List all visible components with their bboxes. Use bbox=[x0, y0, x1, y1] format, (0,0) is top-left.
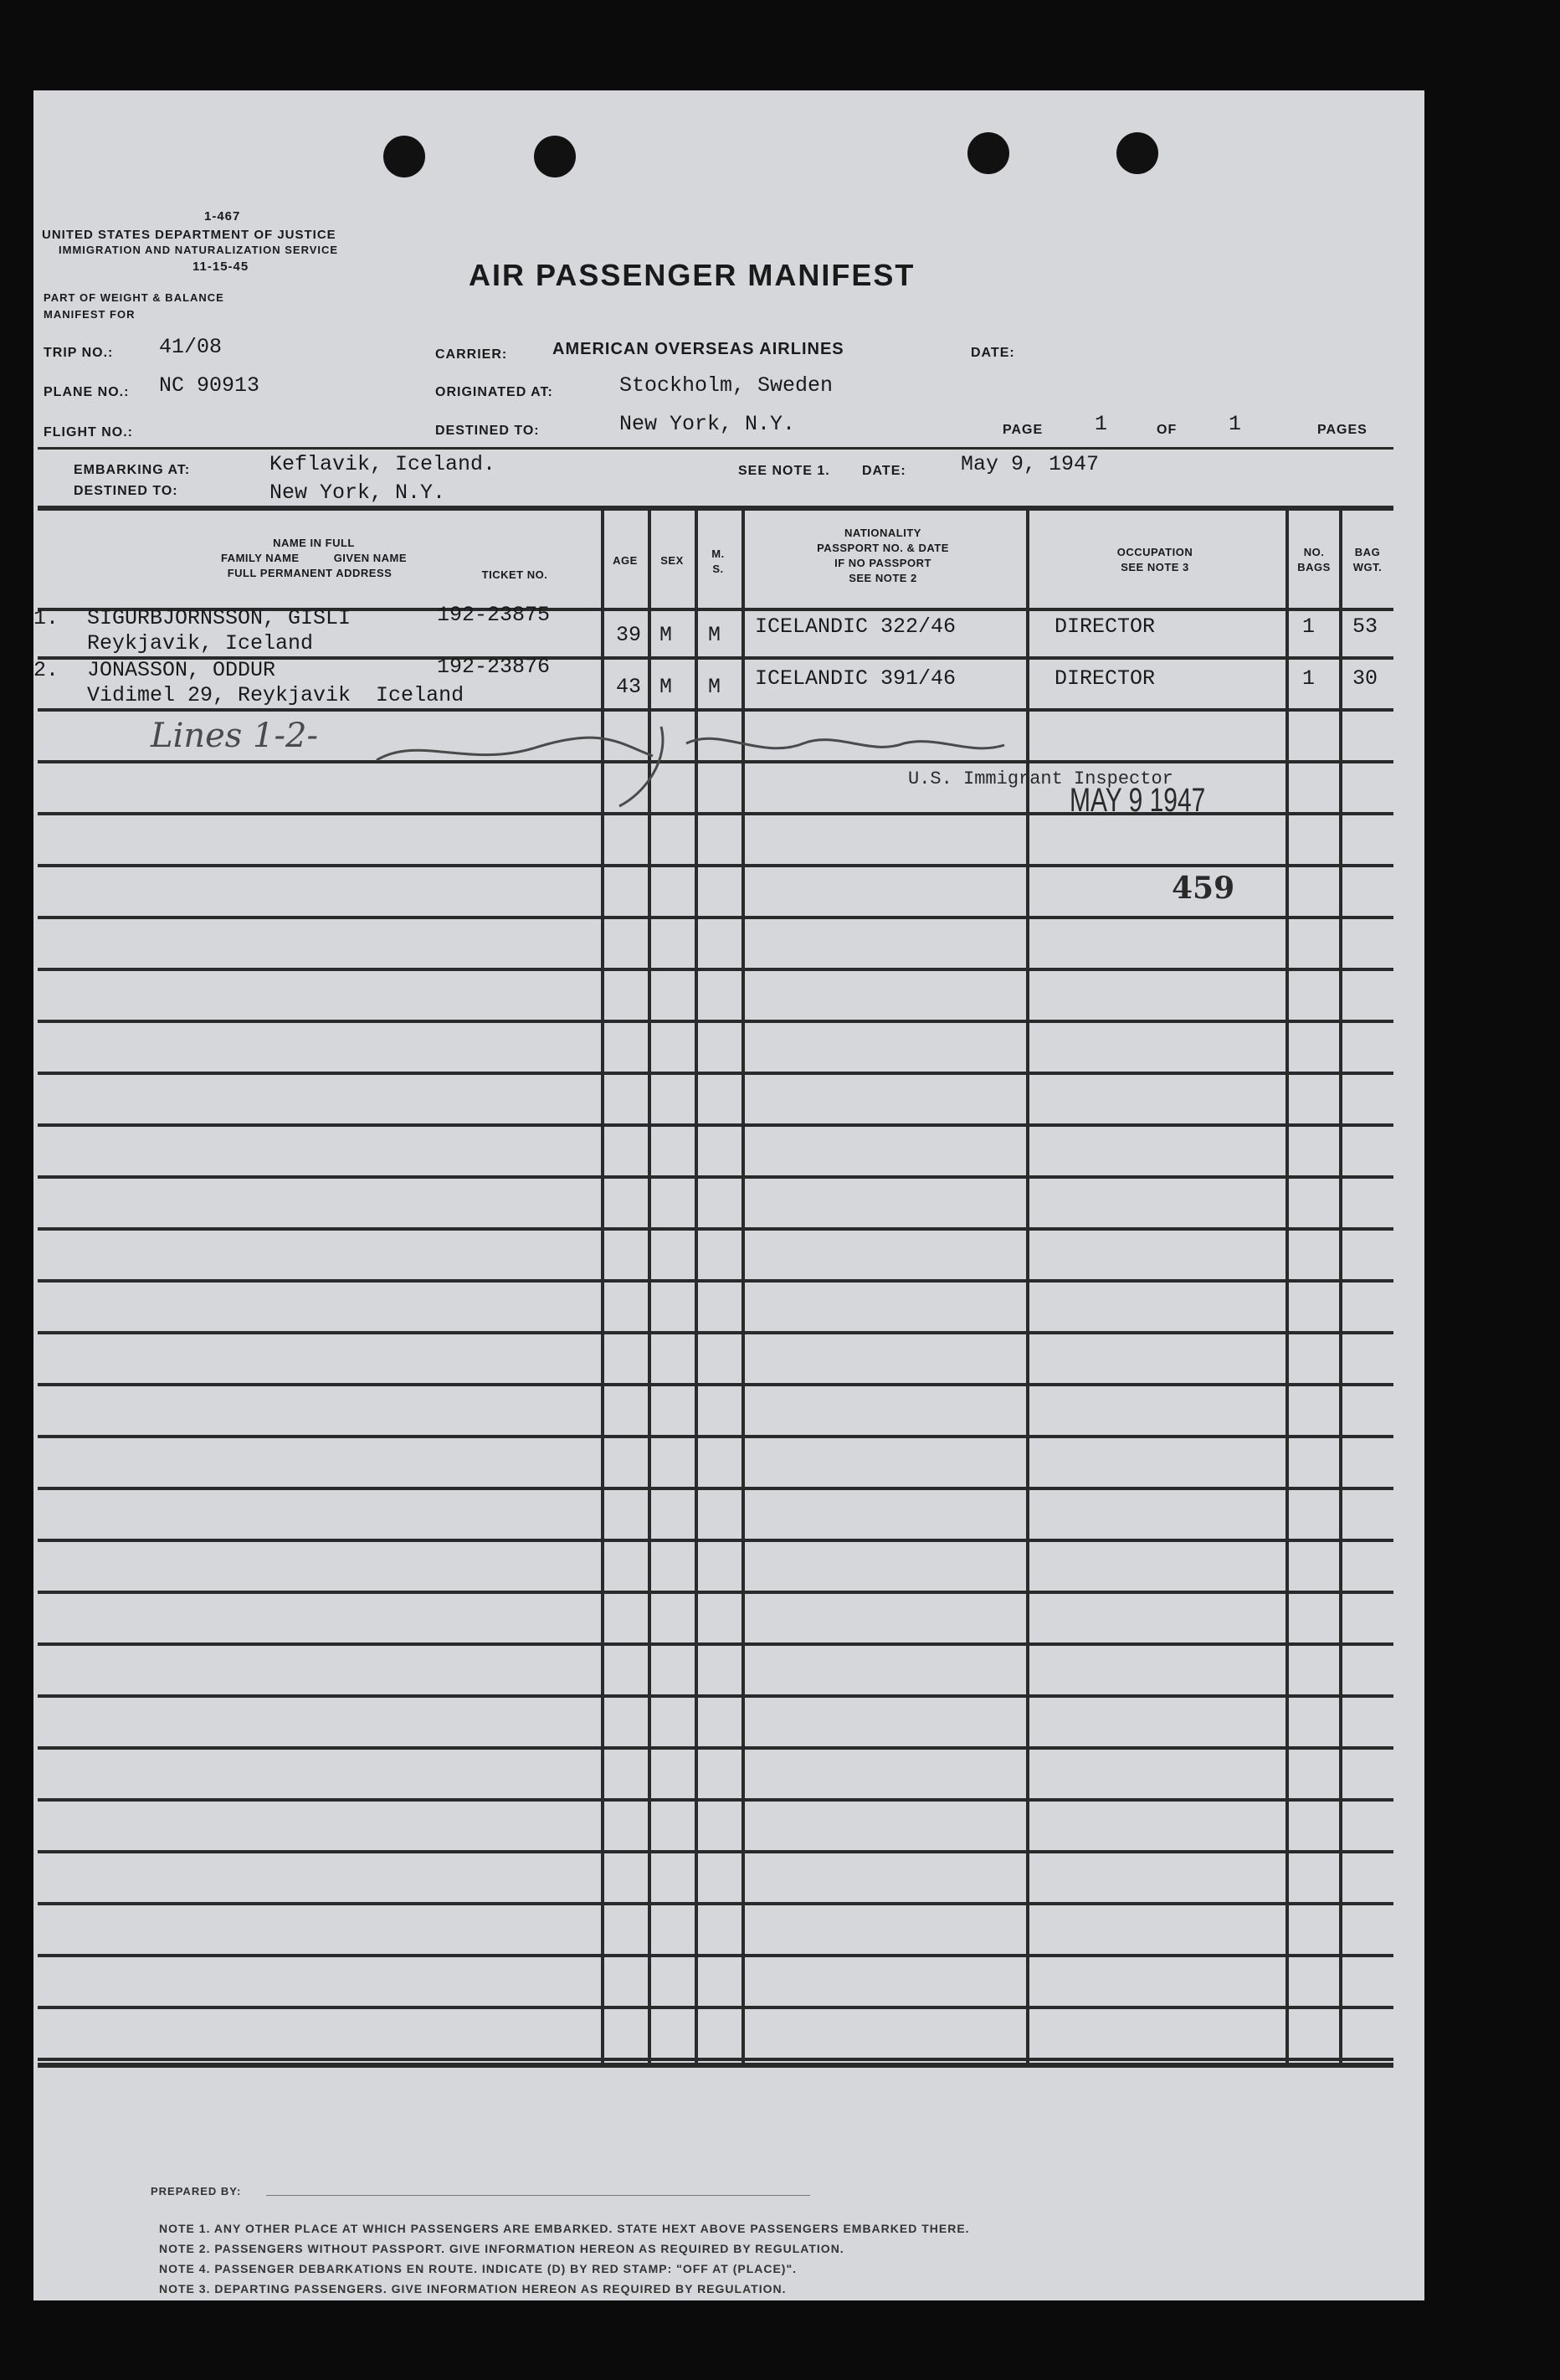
table-row-line bbox=[38, 1642, 1393, 1646]
passenger-occupation: DIRECTOR bbox=[1055, 614, 1156, 639]
page-title: AIR PASSENGER MANIFEST bbox=[469, 258, 916, 292]
trip-no-label: TRIP NO.: bbox=[44, 346, 114, 360]
passenger-age: 43 bbox=[616, 675, 642, 699]
passenger-nationality: ICELANDIC 391/46 bbox=[755, 666, 957, 691]
passenger-weight: 53 bbox=[1352, 614, 1378, 639]
table-row-line bbox=[38, 1279, 1393, 1283]
pages-label: PAGES bbox=[1317, 423, 1368, 437]
col-nationality-header: NATIONALITY PASSPORT NO. & DATE IF NO PASSPORT SEE NOTE 2 bbox=[817, 527, 949, 584]
passenger-age: 39 bbox=[616, 623, 642, 647]
passenger-sex: M bbox=[659, 675, 673, 699]
passenger-bags: 1 bbox=[1302, 614, 1316, 639]
col-name-header: NAME IN FULL FAMILY NAME GIVEN NAME bbox=[220, 537, 408, 564]
table-row-line bbox=[38, 1331, 1393, 1334]
passenger-sex: M bbox=[659, 623, 673, 647]
form-date: 11-15-45 bbox=[192, 260, 249, 274]
part-of-line2: MANIFEST FOR bbox=[44, 308, 136, 321]
form-number: 1-467 bbox=[204, 209, 241, 224]
col-weight-header: BAG WGT. bbox=[1352, 546, 1383, 573]
table-row-line bbox=[38, 1746, 1393, 1750]
destined-to-value: New York, N.Y. bbox=[619, 412, 796, 436]
table-row-line bbox=[38, 968, 1393, 971]
passenger-ticket: 192-23875 bbox=[437, 603, 551, 627]
table-row-line bbox=[38, 1175, 1393, 1179]
inspector-stamp: U.S. Immigrant Inspector bbox=[908, 768, 1173, 789]
punch-hole bbox=[1116, 132, 1158, 174]
stamp-date: MAY 9 1947 bbox=[1070, 782, 1206, 819]
page-label: PAGE bbox=[1003, 423, 1044, 437]
see-note-1: SEE NOTE 1. bbox=[738, 464, 830, 478]
passenger-number: 1. bbox=[33, 606, 59, 630]
plane-no-value: NC 90913 bbox=[159, 373, 260, 398]
col-ms-header: M. S. bbox=[711, 547, 725, 575]
of-value: 1 bbox=[1229, 412, 1242, 436]
service: IMMIGRATION AND NATURALIZATION SERVICE bbox=[59, 244, 339, 256]
passenger-address: Vidimel 29, Reykjavik Iceland bbox=[87, 683, 464, 707]
passenger-marital: M bbox=[708, 623, 721, 647]
table-row-line bbox=[38, 1954, 1393, 1957]
trip-no-value: 41/08 bbox=[159, 335, 223, 359]
passenger-number: 2. bbox=[33, 658, 59, 682]
table-row-line bbox=[38, 1539, 1393, 1542]
table-row-line bbox=[38, 1902, 1393, 1905]
passenger-address: Reykjavik, Iceland bbox=[87, 631, 314, 655]
stamp-number: 459 bbox=[1172, 871, 1235, 906]
note-2: NOTE 2. PASSENGERS WITHOUT PASSPORT. GIVE INFORMATION HEREON AS REQUIRED BY REGULATION. bbox=[159, 2242, 844, 2255]
punch-hole bbox=[967, 132, 1009, 174]
table-row-line bbox=[38, 1435, 1393, 1438]
table-row-line bbox=[38, 1123, 1393, 1127]
handwritten-lines-note: Lines 1-2- bbox=[151, 717, 318, 755]
manifest-page bbox=[33, 90, 1424, 2300]
table-column-line bbox=[1339, 509, 1342, 2068]
table-row-line bbox=[38, 1798, 1393, 1802]
table-row-line bbox=[38, 1850, 1393, 1853]
table-top-border bbox=[38, 506, 1393, 511]
destined-to-label: DESTINED TO: bbox=[435, 424, 540, 438]
passenger-marital: M bbox=[708, 675, 721, 699]
carrier-value: AMERICAN OVERSEAS AIRLINES bbox=[552, 340, 844, 358]
table-row-line bbox=[38, 1383, 1393, 1386]
carrier-label: CARRIER: bbox=[435, 347, 508, 362]
table-column-line bbox=[1285, 509, 1289, 2068]
col-sex-header: SEX bbox=[660, 554, 684, 567]
col-bags-header: NO. BAGS bbox=[1297, 546, 1331, 573]
date-2-value: May 9, 1947 bbox=[961, 452, 1100, 476]
destined-to-2-label: DESTINED TO: bbox=[74, 484, 178, 498]
passenger-bags: 1 bbox=[1302, 666, 1316, 691]
date-label: DATE: bbox=[971, 346, 1015, 360]
table-row-line bbox=[38, 1487, 1393, 1490]
destined-to-2-value: New York, N.Y. bbox=[269, 481, 446, 505]
note-3: NOTE 3. DEPARTING PASSENGERS. GIVE INFORMATION HEREON AS REQUIRED BY REGULATION. bbox=[159, 2282, 787, 2295]
embarking-at-label: EMBARKING AT: bbox=[74, 463, 191, 477]
table-row-line bbox=[38, 916, 1393, 919]
passenger-name: JONASSON, ODDUR bbox=[87, 658, 276, 682]
originated-at-value: Stockholm, Sweden bbox=[619, 373, 834, 398]
of-label: OF bbox=[1157, 423, 1178, 437]
note-4: NOTE 4. PASSENGER DEBARKATIONS EN ROUTE. INDICATE (D) BY RED STAMP: "OFF AT (PLACE)". bbox=[159, 2262, 797, 2275]
part-of-line1: PART OF WEIGHT & BALANCE bbox=[44, 291, 224, 304]
table-row-line bbox=[38, 1591, 1393, 1594]
table-row-line bbox=[38, 1020, 1393, 1023]
table-row-line bbox=[38, 1694, 1393, 1698]
passenger-weight: 30 bbox=[1352, 666, 1378, 691]
passenger-nationality: ICELANDIC 322/46 bbox=[755, 614, 957, 639]
plane-no-label: PLANE NO.: bbox=[44, 385, 130, 399]
embarking-at-value: Keflavik, Iceland. bbox=[269, 452, 496, 476]
prepared-by-label: PREPARED BY: bbox=[151, 2185, 242, 2198]
col-age-header: AGE bbox=[613, 554, 638, 567]
passenger-ticket: 192-23876 bbox=[437, 655, 551, 679]
table-bottom-border bbox=[38, 2063, 1393, 2068]
table-row-line bbox=[38, 1072, 1393, 1075]
flight-no-label: FLIGHT NO.: bbox=[44, 425, 133, 440]
page-value: 1 bbox=[1095, 412, 1108, 436]
passenger-name: SIGURBJORNSSON, GISLI bbox=[87, 606, 352, 630]
divider bbox=[38, 447, 1393, 450]
table-row-line bbox=[38, 1227, 1393, 1231]
col-ticket-header: TICKET NO. bbox=[481, 568, 548, 581]
prepared-by-line bbox=[266, 2195, 810, 2196]
table-row-line bbox=[38, 2058, 1393, 2061]
table-row-line bbox=[38, 2006, 1393, 2009]
col-occupation-header: OCCUPATION SEE NOTE 3 bbox=[1116, 546, 1193, 573]
department: UNITED STATES DEPARTMENT OF JUSTICE bbox=[42, 228, 336, 242]
punch-hole bbox=[383, 136, 425, 177]
col-address-header: FULL PERMANENT ADDRESS bbox=[227, 567, 393, 579]
originated-at-label: ORIGINATED AT: bbox=[435, 385, 553, 399]
date-2-label: DATE: bbox=[862, 464, 906, 478]
table-row-line bbox=[38, 864, 1393, 867]
note-1: NOTE 1. ANY OTHER PLACE AT WHICH PASSENGERS ARE EMBARKED. STATE HEXT ABOVE PASSENGERS EMBARKED THERE. bbox=[159, 2222, 970, 2235]
passenger-occupation: DIRECTOR bbox=[1055, 666, 1156, 691]
punch-hole bbox=[534, 136, 576, 177]
inspector-signature bbox=[368, 710, 1121, 810]
